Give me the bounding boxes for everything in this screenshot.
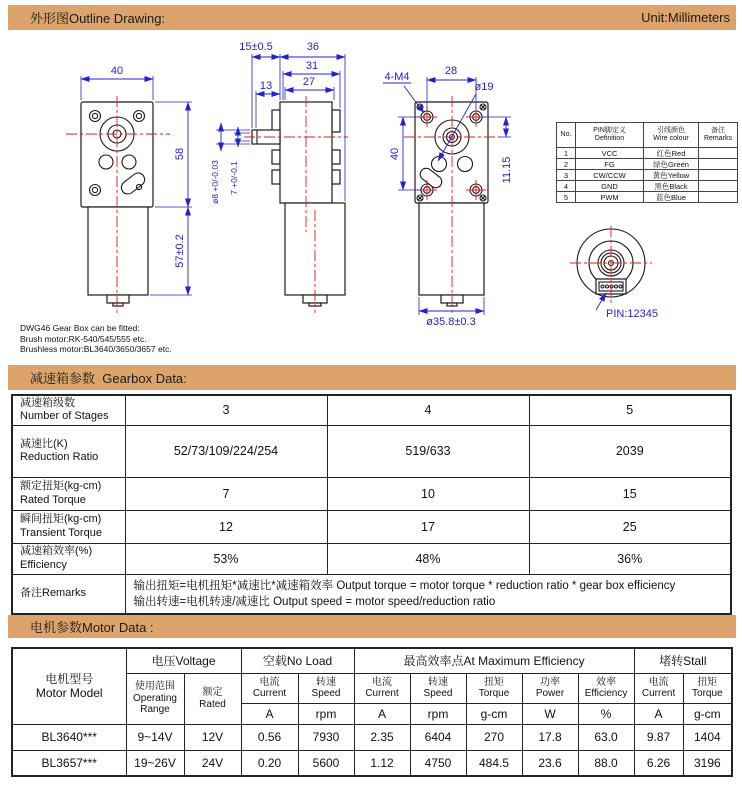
- note-line: Brush motor:RK-540/545/555 etc.: [20, 333, 147, 344]
- group-stall: 堵转Stall: [634, 648, 732, 673]
- dim-motor-diameter: ø35.8±0.3: [426, 316, 476, 328]
- pin-col-definition: PIN脚定义 Definition: [576, 123, 644, 148]
- gearbox-row-efficiency: 减速箱效率(%) Efficiency 53% 48% 36%: [12, 543, 731, 574]
- motor-data-header-bar: [8, 615, 736, 638]
- sub-rated: 额定 Rated: [184, 673, 241, 724]
- dim-depth-27: 27: [302, 76, 316, 88]
- pin-col-wire-colour: 引线颜色 Wire colour: [644, 123, 699, 148]
- sub-maxeff-current: 电流 Current: [354, 673, 410, 703]
- sub-maxeff-speed: 转速 Speed: [410, 673, 466, 703]
- sub-noload-speed: 转速 Speed: [298, 673, 354, 703]
- sub-operating-range: 使用范围 Operating Range: [126, 673, 184, 724]
- gearbox-row-stages: 减速箱级数 Number of Stages 3 4 5: [12, 395, 731, 425]
- pin-row-2: 2 FG 绿色Green: [557, 159, 738, 170]
- remarks-line: 输出扭矩=电机扭矩*减速比*减速箱效率 Output torque = motor torque * reduction ratio * gear box efficiency: [133, 579, 676, 592]
- side-view: [252, 102, 345, 306]
- dim-shaft-flat: 7 +0/-0.1: [229, 161, 239, 195]
- gearbox-row-transient-torque: 瞬间扭矩(kg-cm) Transient Torque 12 17 25: [12, 510, 731, 543]
- sub-maxeff-power: 功率 Power: [522, 673, 578, 703]
- group-voltage: 电压Voltage: [126, 648, 241, 673]
- note-line: DWG46 Gear Box can be fitted:: [20, 323, 140, 333]
- unit-label: Unit:Millimeters: [641, 10, 730, 25]
- pin-row-5: 5 PWM 蓝色Blue: [557, 192, 738, 203]
- pin-col-remarks: 备注 Remarks: [699, 123, 738, 148]
- pin-row-4: 4 GND 黑色Black: [557, 181, 738, 192]
- gearbox-data-header-bar: [8, 365, 736, 390]
- pin-row-1: 1 VCC 红色Red: [557, 148, 738, 159]
- fitting-note: [20, 323, 172, 355]
- dim-shaft-diameter: ø8 +0/-0.03: [210, 160, 220, 204]
- outline-drawing-title: 外形图Outline Drawing:: [30, 11, 166, 26]
- label-diameter-19: ø19: [474, 81, 494, 93]
- group-max-efficiency: 最高效率点At Maximum Efficiency: [354, 648, 634, 673]
- remarks-line: 输出转速=电机转速/减速比 Output speed = motor speed/reduction ratio: [133, 595, 496, 608]
- dim-offset-11-15: 11.15: [501, 156, 513, 184]
- motor-row-bl3640: BL3640*** 9~14V 12V 0.56 7930 2.35 6404 270 17.8 63.0 9.87 1404: [12, 724, 732, 750]
- motor-data-title: 电机参数Motor Data :: [30, 620, 154, 635]
- gearbox-data-title: 减速箱参数 Gearbox Data:: [30, 371, 187, 386]
- motor-data-table: [11, 647, 733, 777]
- pin-row-3: 3 CW/CCW 黄色Yellow: [557, 170, 738, 181]
- label-4-m4: 4-M4: [384, 71, 410, 83]
- pin-order-label: PIN:12345: [606, 308, 658, 320]
- dim-shaft-offset: 15±0.5: [239, 41, 273, 53]
- sub-stall-torque: 扭矩 Torque: [683, 673, 732, 703]
- sub-noload-current: 电流 Current: [241, 673, 298, 703]
- dim-hole-spacing-28: 28: [444, 65, 458, 77]
- gearbox-data-table: [11, 394, 732, 615]
- dim-motor-length: 57±0.2: [174, 234, 186, 268]
- motor-units-row: A rpm A rpm g-cm W % A g-cm: [12, 703, 732, 724]
- gearbox-row-ratio: 减速比(K) Reduction Ratio 52/73/109/224/254 519/633 2039: [12, 425, 731, 477]
- dim-depth-31: 31: [305, 60, 319, 72]
- dim-depth-36: 36: [306, 41, 320, 53]
- group-no-load: 空载No Load: [241, 648, 354, 673]
- pin-col-no: No.: [557, 123, 576, 148]
- dim-gearbox-height: 58: [174, 147, 186, 161]
- motor-group-header-row: [12, 648, 732, 673]
- remarks-label: 备注Remarks: [12, 574, 125, 614]
- sub-maxeff-efficiency: 效率 Efficiency: [578, 673, 634, 703]
- dim-hole-spacing-40: 40: [389, 147, 401, 161]
- motor-row-bl3657: BL3657*** 19~26V 24V 0.20 5600 1.12 4750 484.5 23.6 88.0 6.26 3196: [12, 750, 732, 776]
- sub-maxeff-torque: 扭矩 Torque: [466, 673, 522, 703]
- dim-front-width: 40: [110, 65, 124, 77]
- note-line: Brushless motor:BL3640/3650/3657 etc.: [20, 344, 172, 354]
- gearbox-row-remarks: [12, 574, 731, 614]
- gearbox-row-rated-torque: 额定扭矩(kg-cm) Rated Torque 7 10 15: [12, 477, 731, 510]
- motor-model-header: 电机型号 Motor Model: [12, 648, 126, 724]
- pin-definition-table: [556, 122, 738, 203]
- sub-stall-current: 电流 Current: [634, 673, 683, 703]
- rear-view: [415, 102, 488, 306]
- dim-shaft-13: 13: [259, 80, 273, 92]
